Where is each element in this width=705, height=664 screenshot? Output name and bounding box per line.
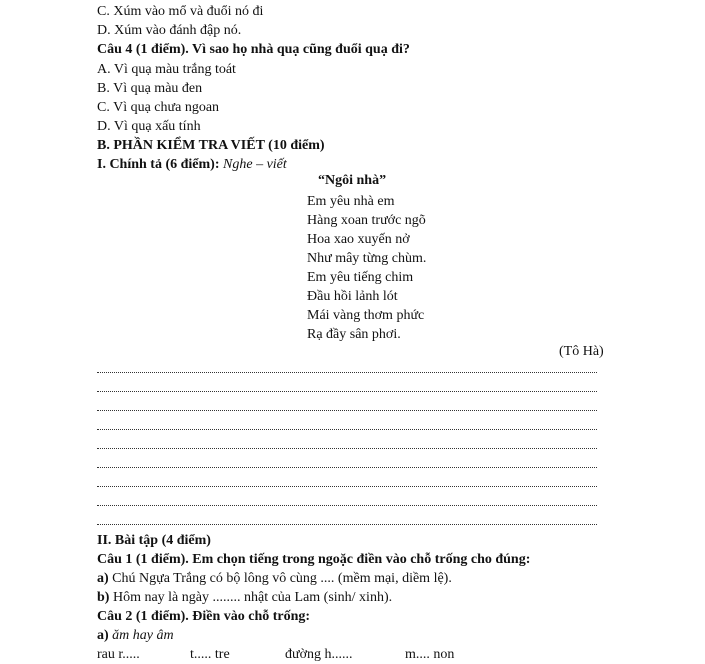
- ex2-a-prefix: a): [97, 628, 109, 643]
- writing-line: [97, 429, 597, 430]
- writing-line: [97, 467, 597, 468]
- q4-option-a: A. Vì quạ màu trắng toát: [97, 62, 236, 77]
- q3-option-c: C. Xúm vào mổ và đuổi nó đi: [97, 4, 264, 19]
- writing-line: [97, 524, 597, 525]
- poem-line: Mái vàng thơm phức: [307, 308, 425, 323]
- ex2-blank: t..... tre: [190, 647, 230, 662]
- ex1-label: Câu 1 (1 điểm). Em chọn tiếng trong ngoặc điền vào chỗ trống cho đúng:: [97, 552, 531, 567]
- ex2-blank: m.... non: [405, 647, 455, 662]
- ex1-item-a: [97, 570, 452, 588]
- ex1-b-text: Hôm nay là ngày ........ nhật của Lam (sinh/ xinh).: [112, 590, 393, 605]
- q4-option-b: B. Vì quạ màu đen: [97, 81, 203, 96]
- writing-line: [97, 505, 597, 506]
- ex2-blank: đường h......: [285, 647, 353, 662]
- writing-line: [97, 448, 597, 449]
- writing-line: [97, 486, 597, 487]
- poem-line: Hàng xoan trước ngõ: [307, 213, 426, 228]
- ex1-b-prefix: b): [97, 590, 110, 605]
- ex2-item-a: [97, 627, 174, 645]
- writing-line: [97, 372, 597, 373]
- section-ii-heading: II. Bài tập (4 điểm): [97, 533, 211, 548]
- section-i-heading: [97, 156, 287, 174]
- poem-line: Hoa xao xuyến nở: [307, 232, 410, 247]
- section-i-mode: Nghe – viết: [223, 157, 287, 172]
- ex2-label: Câu 2 (1 điểm). Điền vào chỗ trống:: [97, 609, 311, 624]
- q4-option-d: D. Vì quạ xấu tính: [97, 119, 201, 134]
- poem-title: “Ngôi nhà”: [318, 173, 387, 188]
- poem-line: Rạ đầy sân phơi.: [307, 327, 401, 342]
- q3-option-d: D. Xúm vào đánh đập nó.: [97, 23, 242, 38]
- writing-line: [97, 410, 597, 411]
- poem-line: Như mây từng chùm.: [307, 251, 427, 266]
- poem-line: Em yêu nhà em: [307, 194, 395, 209]
- writing-line: [97, 391, 597, 392]
- ex1-a-prefix: a): [97, 571, 109, 586]
- section-i-label: I. Chính tả (6 điểm):: [97, 157, 220, 172]
- ex2-a-text: ăm hay âm: [112, 628, 174, 643]
- q4-label: Câu 4 (1 điểm). Vì sao họ nhà quạ cũng đuổi quạ đi?: [97, 42, 410, 57]
- poem-author: (Tô Hà): [559, 344, 604, 359]
- poem-line: Đầu hồi lảnh lót: [307, 289, 398, 304]
- section-b-heading: B. PHẦN KIỂM TRA VIẾT (10 điểm): [97, 138, 325, 153]
- ex2-blank: rau r.....: [97, 647, 140, 662]
- q4-option-c: C. Vì quạ chưa ngoan: [97, 100, 220, 115]
- poem-line: Em yêu tiếng chim: [307, 270, 414, 285]
- ex1-a-text: Chú Ngựa Trắng có bộ lông vô cùng .... (mềm mại, diềm lệ).: [112, 571, 452, 586]
- ex1-item-b: [97, 589, 392, 607]
